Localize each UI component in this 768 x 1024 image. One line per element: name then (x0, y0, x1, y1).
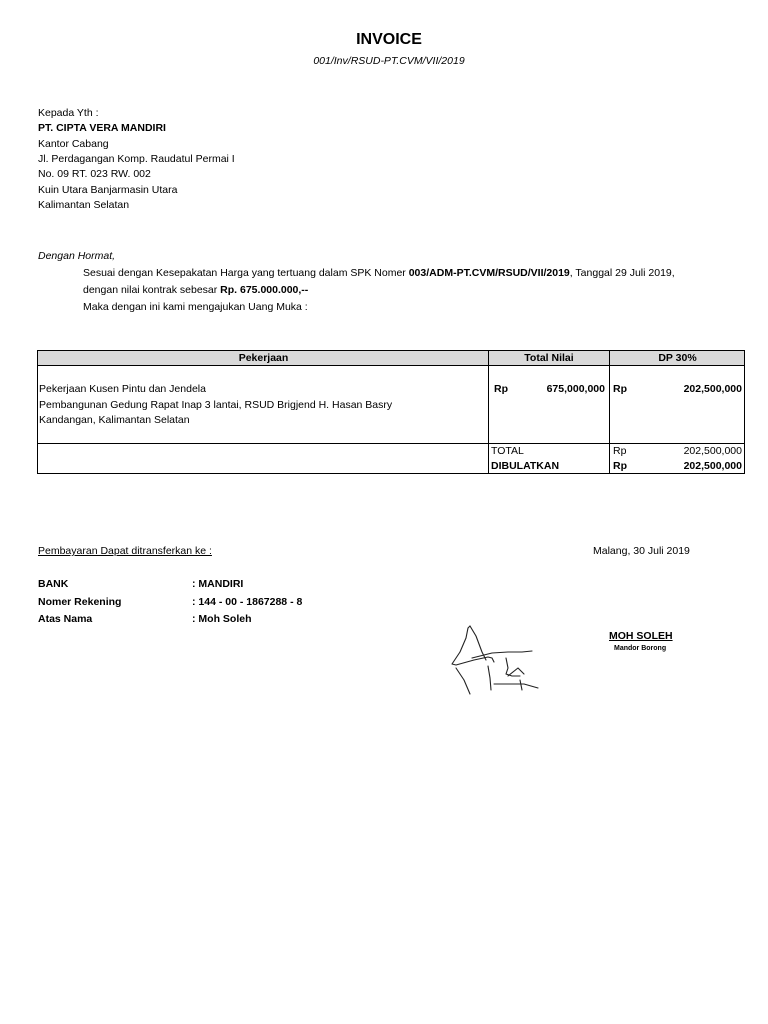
spk-number: 003/ADM-PT.CVM/RSUD/VII/2019 (408, 267, 570, 279)
paragraph-contract (83, 284, 308, 296)
summary-currency: Rp (613, 445, 627, 457)
payment-heading: Pembayaran Dapat ditransferkan ke : (38, 545, 212, 557)
total-value: 675,000,000 (546, 383, 605, 395)
invoice-number: 001/Inv/RSUD-PT.CVM/VII/2019 (313, 55, 465, 67)
row-divider (38, 443, 744, 444)
header-dp: DP 30% (658, 352, 697, 364)
work-description-line: Kandangan, Kalimantan Selatan (39, 414, 190, 426)
paragraph-request: Maka dengan ini kami mengajukan Uang Muka : (83, 301, 308, 313)
recipient-address-line: Kalimantan Selatan (38, 199, 130, 211)
summary-value: 202,500,000 (683, 445, 742, 457)
signer-name: MOH SOLEH (609, 630, 673, 642)
dp-value: 202,500,000 (683, 383, 742, 395)
paragraph-text: , Tanggal 29 Juli 2019, (569, 267, 675, 279)
salutation: Dengan Hormat, (38, 250, 116, 262)
account-number-value: : 144 - 00 - 1867288 - 8 (192, 596, 303, 608)
summary-label: TOTAL (491, 445, 524, 457)
summary-currency: Rp (613, 460, 627, 472)
invoice-table (37, 350, 745, 474)
summary-value: 202,500,000 (683, 460, 742, 472)
place-date: Malang, 30 Juli 2019 (593, 545, 690, 557)
account-name-value: : Moh Soleh (192, 613, 252, 625)
account-name-label: Atas Nama (38, 613, 93, 625)
recipient-company: PT. CIPTA VERA MANDIRI (38, 122, 166, 134)
recipient-greeting: Kepada Yth : (38, 107, 99, 119)
work-description-line: Pekerjaan Kusen Pintu dan Jendela (39, 383, 206, 395)
signer-role: Mandor Borong (614, 645, 667, 652)
recipient-address-line: Kuin Utara Banjarmasin Utara (38, 184, 178, 196)
total-currency: Rp (494, 383, 508, 395)
paragraph-text: dengan nilai kontrak sebesar (83, 284, 221, 296)
paragraph-text: Sesuai dengan Kesepakatan Harga yang tertuang dalam SPK Nomer (83, 267, 409, 279)
column-divider (609, 351, 610, 473)
recipient-address-line: Kantor Cabang (38, 138, 109, 150)
header-pekerjaan: Pekerjaan (238, 352, 289, 364)
recipient-address-line: Jl. Perdagangan Komp. Raudatul Permai I (38, 153, 235, 165)
paragraph-spk (83, 267, 675, 279)
recipient-address-line: No. 09 RT. 023 RW. 002 (38, 168, 151, 180)
summary-label: DIBULATKAN (491, 460, 560, 472)
column-divider (488, 351, 489, 473)
bank-label: BANK (38, 578, 69, 590)
bank-value: : MANDIRI (192, 578, 244, 590)
invoice-title: INVOICE (356, 31, 422, 48)
dp-currency: Rp (613, 383, 627, 395)
work-description-line: Pembangunan Gedung Rapat Inap 3 lantai, RSUD Brigjend H. Hasan Basry (39, 399, 393, 411)
contract-amount: Rp. 675.000.000,-- (220, 284, 309, 296)
header-total-nilai: Total Nilai (524, 352, 574, 364)
handwritten-signature (448, 618, 544, 698)
account-number-label: Nomer Rekening (38, 596, 122, 608)
